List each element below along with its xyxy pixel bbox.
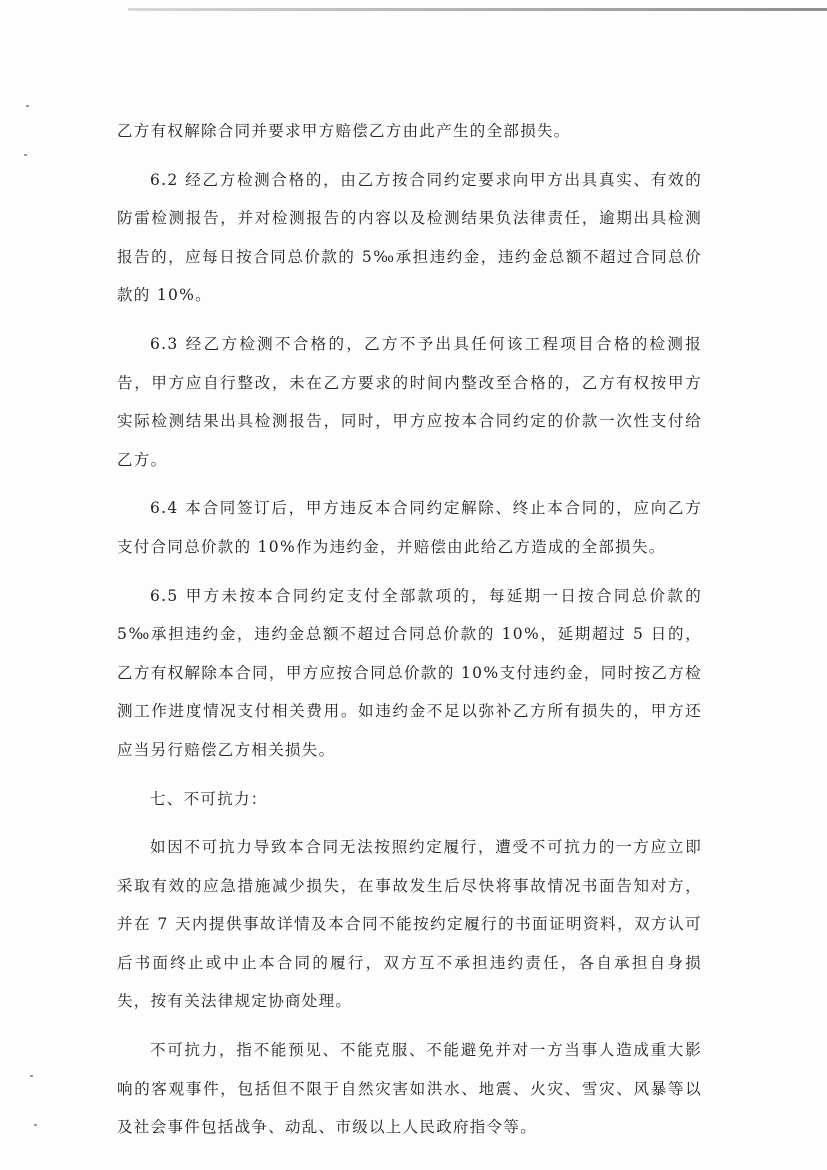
document-page — [117, 112, 702, 1147]
paragraph-continuation: 乙方有权解除合同并要求甲方赔偿乙方由此产生的全部损失。 — [117, 122, 571, 140]
scan-speck — [24, 154, 27, 156]
force-majeure-paragraph-1: 如因不可抗力导致本合同无法按照约定履行，遭受不可抗力的一方应立即采取有效的应急措施减少损失，在事故发生后尽快将事故情况书面告知对方，并在 7 天内提供事故详情及本合同不能按约定履行的书面证明资料，双方认可后书面终止或中止本合同的履行，双方互不承担违约责任，各自承担自身损失，按有关法律规定协商处理。 — [117, 838, 702, 1011]
clause-6-4: 6.4 本合同签订后，甲方违反本合同约定解除、终止本合同的，应向乙方支付合同总价款的 10%作为违约金，并赔偿由此给乙方造成的全部损失。 — [117, 499, 702, 556]
force-majeure-paragraph-2: 不可抗力，指不能预见、不能克服、不能避免并对一方当事人造成重大影响的客观事件，包括但不限于自然灾害如洪水、地震、火灾、雪灾、风暴等以及社会事件包括战争、动乱、市级以上人民政府指令等。 — [117, 1041, 702, 1137]
scan-speck — [34, 1124, 37, 1126]
section-heading-force-majeure: 七、不可抗力： — [150, 789, 268, 808]
scan-top-edge — [128, 8, 827, 11]
scan-speck — [30, 1075, 33, 1077]
clause-6-3: 6.3 经乙方检测不合格的，乙方不予出具任何该工程项目合格的检测报告，甲方应自行整改，未在乙方要求的时间内整改至合格的，乙方有权按甲方实际检测结果出具检测报告，同时，甲方应按本合同约定的价款一次性支付给乙方。 — [117, 334, 702, 469]
clause-6-2: 6.2 经乙方检测合格的，由乙方按合同约定要求向甲方出具真实、有效的防雷检测报告，并对检测报告的内容以及检测结果负法律责任，逾期出具检测报告的，应每日按合同总价款的 5‰承担违约金，违约金总额不超过合同总价款的 10%。 — [117, 170, 702, 305]
scan-speck — [26, 105, 29, 107]
clause-6-5: 6.5 甲方未按本合同约定支付全部款项的，每延期一日按合同总价款的 5‰承担违约金，违约金总额不超过合同总价款的 10%，延期超过 5 日的，乙方有权解除本合同，甲方应按合同总价款的 10%支付违约金，同时按乙方检测工作进度情况支付相关费用。如违约金不足以弥补乙方所有损失的，甲方还应当另行赔偿乙方相关损失。 — [117, 586, 702, 759]
